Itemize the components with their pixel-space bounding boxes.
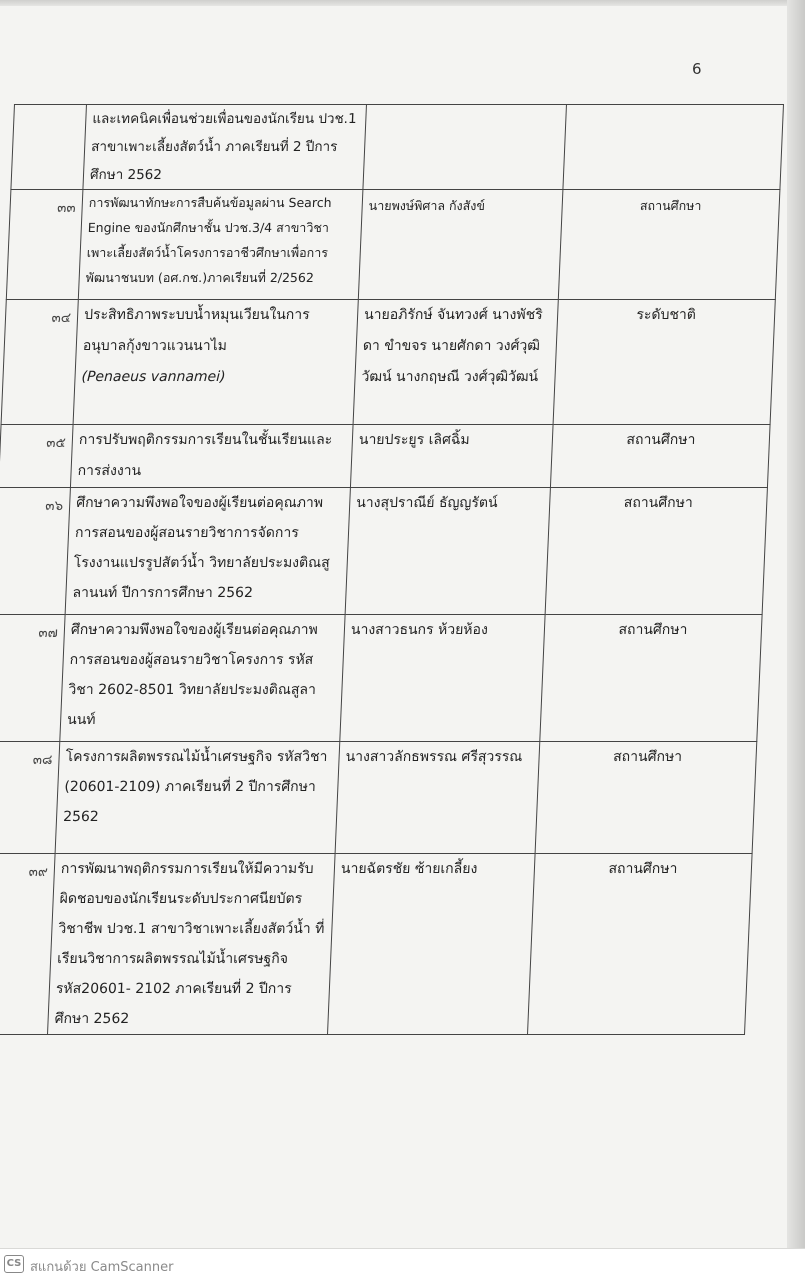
researcher-names: นายพงษ์พิศาล กังสังข์ (358, 190, 563, 300)
research-title: การพัฒนาทักษะการสืบค้นข้อมูลผ่าน Search Engine ของนักศึกษาชั้น ปวช.3/4 สาขาวิชาเพาะเลี้ยงสัตว์น้ำโครงการอาชีวศึกษาเพื่อการพัฒนาชนบท (อศ.กช.)ภาคเรียนที่ 2/2562 (78, 190, 363, 300)
publication-level: สถานศึกษา (545, 488, 767, 615)
row-number: ๓๓ (6, 190, 83, 300)
research-table (0, 104, 784, 1035)
research-title: ประสิทธิภาพระบบน้ำหมุนเวียนในการอนุบาลกุ้งขาวแวนนาไม (Penaeus vannamei) (73, 300, 358, 425)
publication-level (563, 105, 784, 190)
table-row (0, 615, 762, 742)
row-number: ๓๘ (0, 742, 60, 854)
table-row (0, 854, 752, 1035)
page-number: 6 (692, 60, 702, 78)
researcher-names: นายประยูร เลิศฉิ้ม (350, 425, 553, 488)
publication-level: สถานศึกษา (528, 854, 753, 1035)
research-title: ศึกษาความพึงพอใจของผู้เรียนต่อคุณภาพการสอนของผู้สอนรายวิชาโครงการ รหัสวิชา 2602-8501 วิทยาลัยประมงติณสูลานนท์ (60, 615, 345, 742)
publication-level: สถานศึกษา (550, 425, 770, 488)
researcher-names: นางสุปราณีย์ ธัญญรัตน์ (345, 488, 550, 615)
researcher-names: นางสาวลักธพรรณ ศรีสุวรรณ (335, 742, 540, 854)
scientific-name: (Penaeus vannamei) (81, 369, 226, 385)
research-title: และเทคนิคเพื่อนช่วยเพื่อนของนักเรียน ปวช.1 สาขาเพาะเลี้ยงสัตว์น้ำ ภาคเรียนที่ 2 ปีการศึกษา 2562 (83, 105, 367, 190)
research-title: การปรับพฤติกรรมการเรียนในชั้นเรียนและการส่งงาน (70, 425, 353, 488)
row-number: ๓๗ (0, 615, 65, 742)
page-top-edge (0, 0, 805, 6)
camscanner-logo-icon: CS (4, 1255, 24, 1273)
row-number: ๓๖ (0, 488, 70, 615)
researcher-names: นายฉัตรชัย ซ้ายเกลี้ยง (328, 854, 536, 1035)
research-title: การพัฒนาพฤติกรรมการเรียนให้มีความรับผิดชอบของนักเรียนระดับประกาศนียบัตรวิชาชีพ ปวช.1 สาขาวิชาเพาะเลี้ยงสัตว์น้ำ ที่เรียนวิชาการผลิตพรรณไม้น้ำเศรษฐกิจ รหัส20601- 2102 ภาคเรียนที่ 2 ปีการศึกษา 2562 (48, 854, 336, 1035)
researcher-names: นางสาวธนกร ห้วยห้อง (340, 615, 545, 742)
research-title: โครงการผลิตพรรณไม้น้ำเศรษฐกิจ รหัสวิชา (20601-2109) ภาคเรียนที่ 2 ปีการศึกษา 2562 (55, 742, 340, 854)
table-row (11, 105, 784, 190)
table-row (0, 488, 767, 615)
page-right-shadow (787, 0, 805, 1248)
publication-level: สถานศึกษา (535, 742, 757, 854)
camscanner-watermark: สแกนด้วย CamScanner (30, 1260, 174, 1275)
researcher-names (363, 105, 567, 190)
research-title: ศึกษาความพึงพอใจของผู้เรียนต่อคุณภาพการสอนของผู้สอนรายวิชาการจัดการโรงงานแปรรูปสัตว์น้ำ วิทยาลัยประมงติณสูลานนท์ ปีการการศึกษา 2562 (65, 488, 350, 615)
table-row (0, 742, 757, 854)
publication-level: ระดับชาติ (553, 300, 775, 425)
row-number: ๓๔ (1, 300, 78, 425)
table-row (0, 425, 770, 488)
row-number: ๓๕ (0, 425, 73, 488)
publication-level: สถานศึกษา (558, 190, 780, 300)
table-row (6, 190, 780, 300)
researcher-names: นายอภิรักษ์ จันทวงศ์ นางพัชริดา ขำขจร นายศักดา วงศ์วุฒิวัฒน์ นางกฤษณี วงศ์วุฒิวัฒน์ (353, 300, 558, 425)
row-number (11, 105, 87, 190)
publication-level: สถานศึกษา (540, 615, 762, 742)
row-number: ๓๙ (0, 854, 55, 1035)
table-row (1, 300, 775, 425)
